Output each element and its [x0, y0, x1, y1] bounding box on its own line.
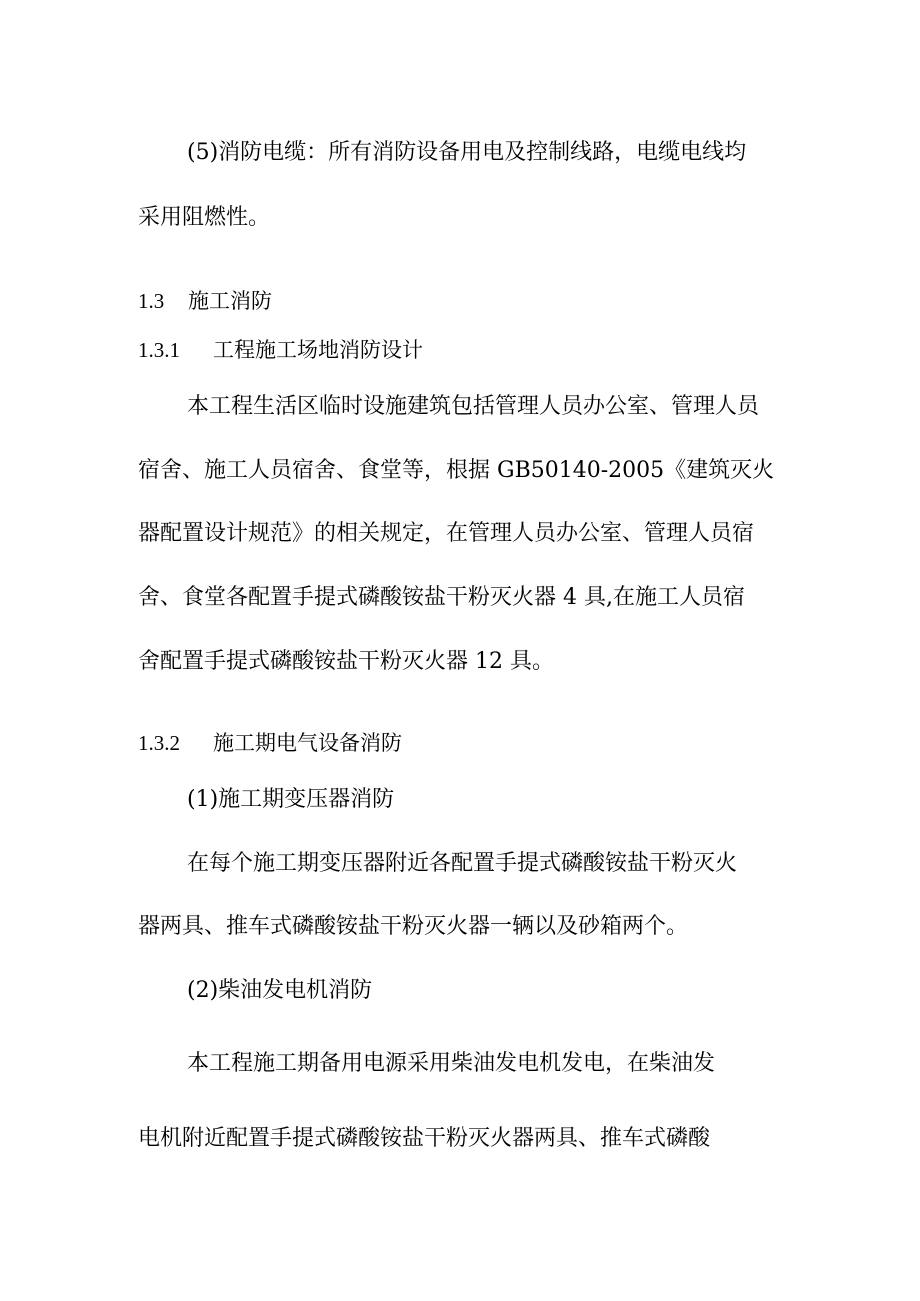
section-1-3-number: 1.3 — [138, 289, 165, 313]
section-1-3-1-number: 1.3.1 — [138, 338, 180, 362]
section-1-3-heading — [138, 286, 272, 316]
section-1-3-1-paragraph-line: 本工程生活区临时设施建筑包括管理人员办公室、管理人员 — [187, 394, 760, 419]
subsection-1-paragraph-line: 器两具、推车式磷酸铵盐干粉灭火器一辆以及砂箱两个。 — [138, 914, 689, 939]
section-1-3-1-paragraph-line: 舍、食堂各配置手提式磷酸铵盐干粉灭火器 4 具,在施工人员宿 — [138, 585, 745, 610]
section-1-3-1-title: 工程施工场地消防设计 — [213, 338, 423, 362]
subsection-1-title: (1)施工期变压器消防 — [187, 787, 395, 812]
section-1-3-1-paragraph-line: 舍配置手提式磷酸铵盐干粉灭火器 12 具。 — [138, 649, 554, 674]
section-1-3-2-title: 施工期电气设备消防 — [213, 731, 402, 755]
section-1-3-1-heading — [138, 335, 423, 365]
section-1-3-2-number: 1.3.2 — [138, 731, 180, 755]
subsection-2-paragraph-line: 本工程施工期备用电源采用柴油发电机发电，在柴油发 — [187, 1051, 716, 1076]
section-1-3-1-paragraph-line: 器配置设计规范》的相关规定，在管理人员办公室、管理人员宿 — [138, 521, 755, 546]
section-1-3-1-paragraph-line: 宿舍、施工人员宿舍、食堂等，根据 GB50140-2005《建筑灭火 — [138, 458, 775, 483]
subsection-2-paragraph-line: 电机附近配置手提式磷酸铵盐干粉灭火器两具、推车式磷酸 — [138, 1126, 711, 1151]
subsection-2-title: (2)柴油发电机消防 — [187, 978, 373, 1003]
subsection-1-paragraph-line: 在每个施工期变压器附近各配置手提式磷酸铵盐干粉灭火 — [187, 851, 738, 876]
item5-line2: 采用阻燃性。 — [138, 205, 271, 230]
item5-line1: (5)消防电缆：所有消防设备用电及控制线路，电缆电线均 — [187, 140, 747, 165]
section-1-3-2-heading — [138, 728, 402, 758]
section-1-3-title: 施工消防 — [188, 289, 272, 313]
